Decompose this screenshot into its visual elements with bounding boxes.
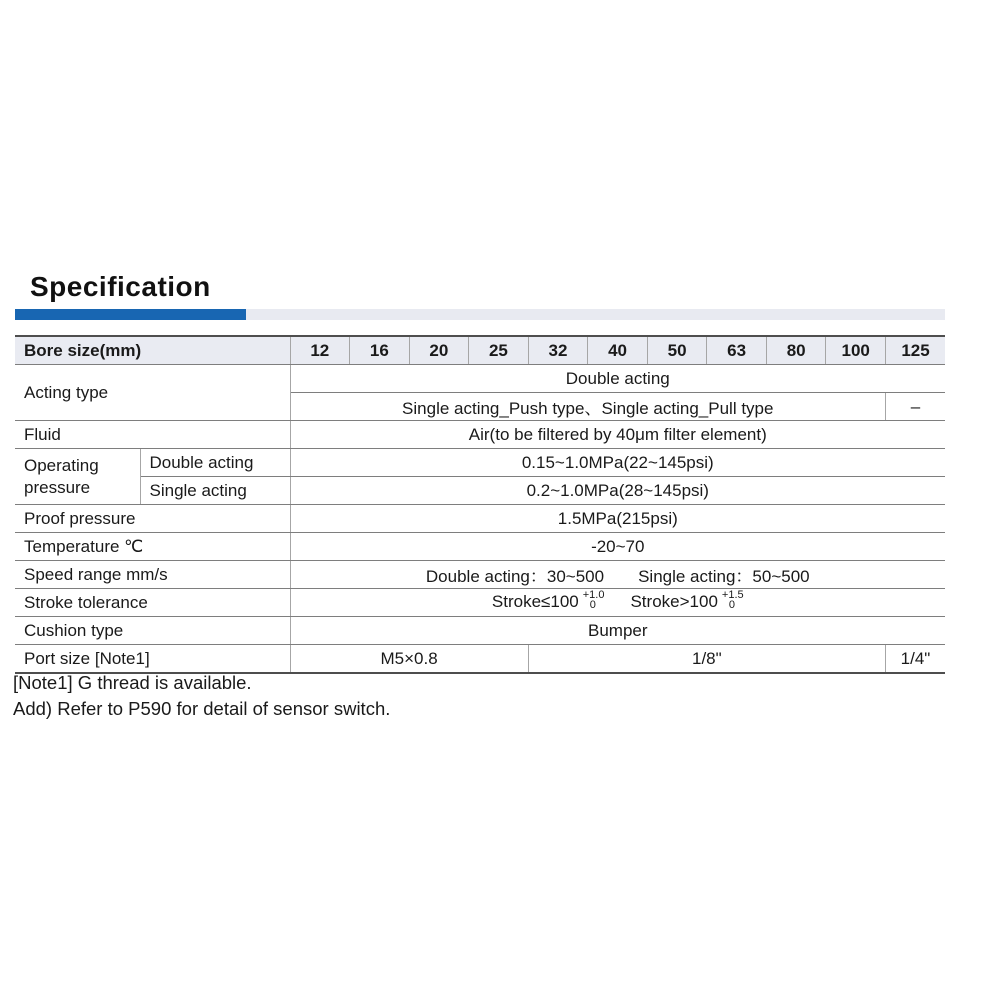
- bore-size-125: 125: [885, 336, 945, 365]
- port-size-label: Port size [Note1]: [15, 645, 290, 674]
- bore-size-25: 25: [469, 336, 529, 365]
- table-row-speed-range: [15, 561, 945, 589]
- cushion-type-value: Bumper: [290, 617, 945, 645]
- bore-size-header-label: Bore size(mm): [15, 336, 290, 365]
- fluid-label: Fluid: [15, 421, 290, 449]
- bore-size-40: 40: [588, 336, 648, 365]
- footnotes: [13, 670, 390, 722]
- port-size-value-32-100: 1/8": [528, 645, 885, 674]
- table-row-operating-pressure-single: [15, 477, 945, 505]
- bore-size-80: 80: [766, 336, 826, 365]
- operating-pressure-double-value: 0.15~1.0MPa(22~145psi): [290, 449, 945, 477]
- specification-table: [15, 335, 945, 674]
- table-row-proof-pressure: [15, 505, 945, 533]
- bore-size-32: 32: [528, 336, 588, 365]
- table-row-temperature: [15, 533, 945, 561]
- speed-range-double-value: Double acting：30~500: [425, 567, 605, 586]
- speed-range-single-value: Single acting：50~500: [638, 567, 810, 586]
- title-underline-bar: [15, 309, 945, 320]
- operating-pressure-single-value: 0.2~1.0MPa(28~145psi): [290, 477, 945, 505]
- table-row-operating-pressure-double: [15, 449, 945, 477]
- stroke-tolerance-label: Stroke tolerance: [15, 589, 290, 617]
- acting-type-single-125-value: –: [885, 393, 945, 421]
- table-row-acting-type-double: [15, 365, 945, 393]
- stroke-gt-text: Stroke>100: [630, 592, 718, 612]
- operating-pressure-double-label: Double acting: [140, 449, 290, 477]
- bore-size-12: 12: [290, 336, 350, 365]
- table-row-cushion-type: [15, 617, 945, 645]
- bore-size-50: 50: [647, 336, 707, 365]
- page-title: Specification: [30, 271, 211, 302]
- table-row-fluid: [15, 421, 945, 449]
- port-size-value-12-25: M5×0.8: [290, 645, 528, 674]
- speed-range-label: Speed range mm/s: [15, 561, 290, 589]
- proof-pressure-label: Proof pressure: [15, 505, 290, 533]
- port-size-value-125: 1/4": [885, 645, 945, 674]
- cushion-type-label: Cushion type: [15, 617, 290, 645]
- speed-range-value: [290, 561, 945, 589]
- stroke-le-tolerance: +1.0 0: [582, 588, 605, 611]
- title-underline-bar-accent: [15, 309, 246, 320]
- bore-size-100: 100: [826, 336, 886, 365]
- operating-pressure-single-label: Single acting: [140, 477, 290, 505]
- stroke-gt-tolerance: +1.5 0: [721, 588, 744, 611]
- stroke-tolerance-value: [290, 589, 945, 617]
- bore-size-20: 20: [409, 336, 469, 365]
- operating-pressure-label: Operating pressure: [15, 449, 140, 505]
- footnote-add: Add) Refer to P590 for detail of sensor switch.: [13, 698, 391, 719]
- acting-type-double-value: Double acting: [290, 365, 945, 393]
- fluid-value: Air(to be filtered by 40μm filter element): [290, 421, 945, 449]
- bore-size-16: 16: [350, 336, 410, 365]
- footnote-note1: [Note1] G thread is available.: [13, 672, 252, 693]
- temperature-value: -20~70: [290, 533, 945, 561]
- acting-type-label: Acting type: [15, 365, 290, 421]
- table-row-bore-size-header: [15, 336, 945, 365]
- proof-pressure-value: 1.5MPa(215psi): [290, 505, 945, 533]
- bore-size-63: 63: [707, 336, 767, 365]
- acting-type-single-value: Single acting_Push type、Single acting_Pull type: [290, 393, 885, 421]
- stroke-le-text: Stroke≤100: [491, 592, 579, 612]
- temperature-label: Temperature ℃: [15, 533, 290, 561]
- table-row-port-size: [15, 645, 945, 674]
- table-row-stroke-tolerance: [15, 589, 945, 617]
